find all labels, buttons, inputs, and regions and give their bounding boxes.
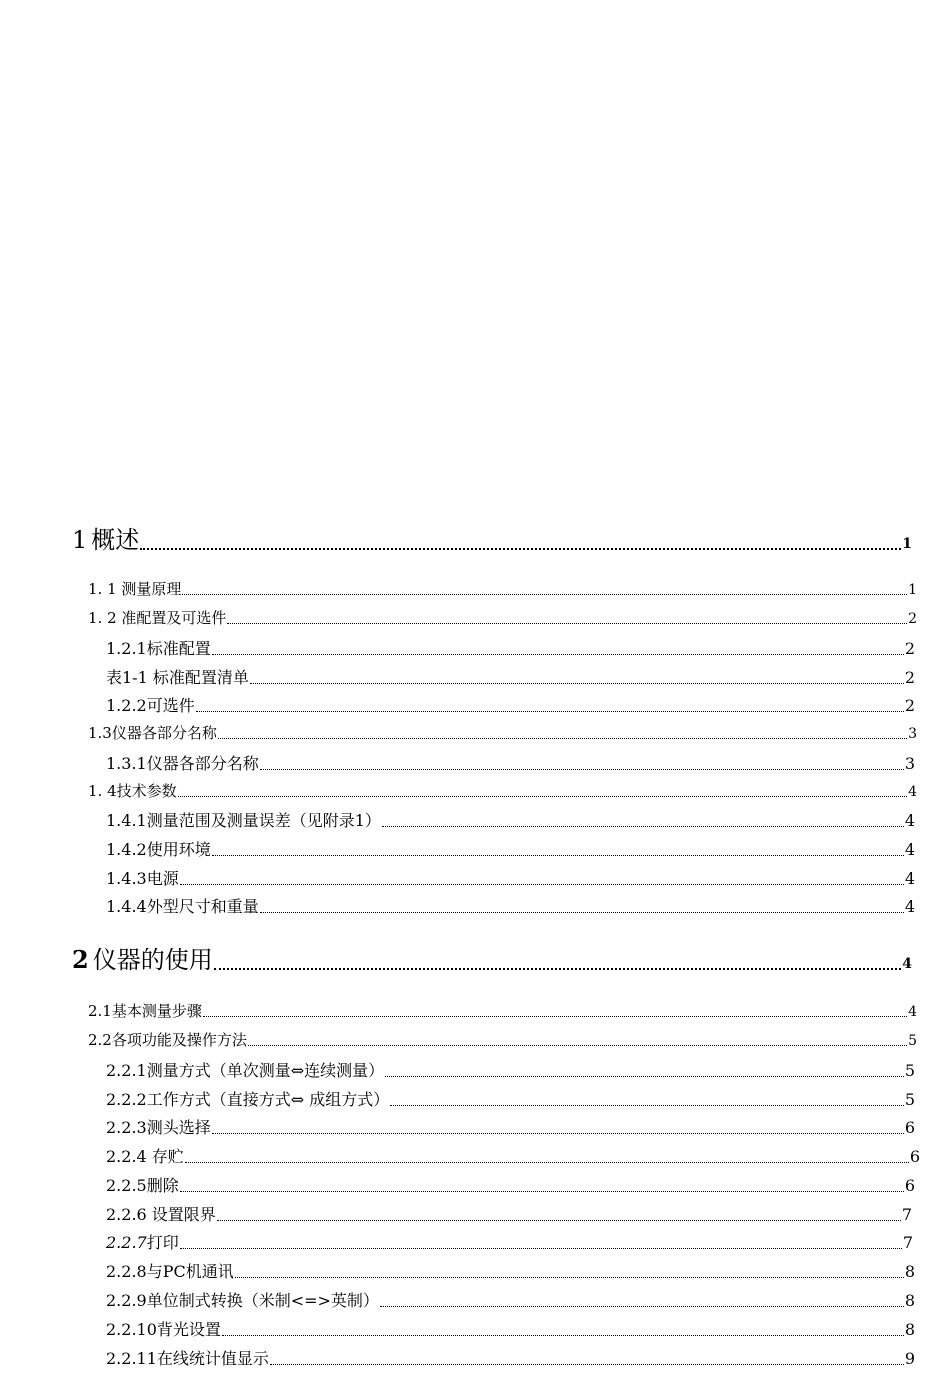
toc-entry[interactable] <box>88 1029 917 1050</box>
toc-entry[interactable] <box>106 1058 915 1081</box>
toc-entry-title: 2.2各项功能及操作方法 <box>88 1031 247 1049</box>
page-number: 1 <box>908 582 917 598</box>
dot-leader <box>380 1306 904 1307</box>
toc-entry-title: 2.1基本测量步骤 <box>88 1002 202 1020</box>
dot-leader <box>250 683 904 684</box>
page-number: 6 <box>904 1118 915 1137</box>
toc-entry[interactable] <box>106 693 915 716</box>
toc-entry[interactable] <box>106 665 915 688</box>
toc-entry[interactable] <box>106 1230 913 1253</box>
dot-leader <box>235 1277 904 1278</box>
page-number: 4 <box>904 811 915 830</box>
dot-leader <box>140 548 901 550</box>
page-number: 4 <box>904 869 915 888</box>
toc-entry-title <box>72 520 139 555</box>
toc-entry-title: 1.4.1测量范围及测量误差（见附录1） <box>106 811 381 830</box>
toc-entry[interactable] <box>106 751 915 774</box>
entry-number: 2.2.7 <box>106 1233 147 1252</box>
dot-leader <box>212 1133 904 1134</box>
toc-entry-title: 1. 2 准配置及可选件 <box>88 609 227 627</box>
toc-entry-title: 1.3.1仪器各部分名称 <box>106 754 259 773</box>
page-number: 1 <box>902 536 912 552</box>
toc-entry-title: 2.2.5删除 <box>106 1176 179 1195</box>
toc-entry[interactable] <box>106 1115 915 1138</box>
chapter-number: 1 <box>72 526 88 554</box>
toc-entry[interactable] <box>106 1173 915 1196</box>
page-number: 2 <box>904 668 915 687</box>
dot-leader <box>178 796 907 797</box>
page-number: 4 <box>908 1004 917 1020</box>
toc-entry-title: 1.4.3电源 <box>106 869 179 888</box>
toc-entry-title: 2.2.9单位制式转换（米制<=>英制） <box>106 1291 379 1310</box>
toc-entry[interactable] <box>106 1202 912 1225</box>
toc-entry-title: 1. 4技术参数 <box>88 782 177 800</box>
dot-leader <box>260 769 904 770</box>
toc-entry[interactable] <box>106 866 915 889</box>
chapter-number: 2 <box>72 945 89 974</box>
dot-leader <box>222 1335 904 1336</box>
toc-entry-title: 1.4.4外型尺寸和重量 <box>106 897 259 916</box>
toc-entry[interactable] <box>106 1087 915 1110</box>
dot-leader <box>203 1016 907 1017</box>
page-number: 2 <box>908 611 917 627</box>
page-number: 8 <box>904 1320 915 1339</box>
page-number: 4 <box>902 956 912 972</box>
dot-leader <box>390 1105 904 1106</box>
toc-entry-title: 2.2.8与PC机通讯 <box>106 1262 234 1281</box>
page-number: 6 <box>904 1176 915 1195</box>
dot-leader <box>180 884 904 885</box>
dot-leader <box>217 1220 901 1221</box>
toc-entry-title <box>106 1230 179 1253</box>
page-number: 3 <box>908 726 917 742</box>
chapter-title: 仪器的使用 <box>92 946 213 974</box>
page-number: 6 <box>909 1147 920 1166</box>
toc-entry-title: 1.4.2使用环境 <box>106 840 211 859</box>
page-number: 8 <box>904 1262 915 1281</box>
dot-leader <box>180 1191 904 1192</box>
toc-entry-title <box>72 940 213 975</box>
toc-chapter-entry[interactable] <box>72 520 912 555</box>
page-number: 9 <box>904 1349 915 1368</box>
toc-entry[interactable] <box>106 1144 920 1167</box>
entry-text: 打印 <box>146 1233 179 1252</box>
toc-entry[interactable] <box>106 636 915 659</box>
dot-leader <box>212 855 904 856</box>
chapter-title: 概述 <box>91 526 140 554</box>
toc-entry[interactable] <box>88 1000 917 1021</box>
dot-leader <box>260 912 904 913</box>
toc-entry-title: 2.2.3测头选择 <box>106 1118 211 1137</box>
page-number: 2 <box>904 639 915 658</box>
page-number: 8 <box>904 1291 915 1310</box>
page-number: 5 <box>904 1090 915 1109</box>
page-number: 7 <box>902 1233 913 1252</box>
toc-entry[interactable] <box>106 1259 915 1282</box>
toc-entry[interactable] <box>106 1317 915 1340</box>
toc-entry[interactable] <box>88 722 917 743</box>
toc-entry[interactable] <box>88 607 917 628</box>
dot-leader <box>182 594 907 595</box>
page-number: 4 <box>904 840 915 859</box>
toc-entry-title: 1. 1 测量原理 <box>88 580 182 598</box>
page-number: 4 <box>908 784 917 800</box>
page-number: 7 <box>901 1205 912 1224</box>
dot-leader <box>196 711 904 712</box>
page-number: 5 <box>908 1033 917 1049</box>
toc-entry-title: 2.2.4 存贮 <box>106 1147 184 1166</box>
toc-entry-title: 2.2.10背光设置 <box>106 1320 221 1339</box>
toc-entry[interactable] <box>106 1288 915 1311</box>
toc-entry-title: 1.2.2可选件 <box>106 696 195 715</box>
dot-leader <box>180 1248 902 1249</box>
dot-leader <box>185 1162 909 1163</box>
toc-entry-title: 2.2.11在线统计值显示 <box>106 1349 269 1368</box>
dot-leader <box>385 1076 904 1077</box>
toc-entry[interactable] <box>88 578 917 599</box>
toc-entry[interactable] <box>106 1346 915 1369</box>
dot-leader <box>248 1045 907 1046</box>
toc-entry-title: 2.2.2工作方式（直接方式⇔ 成组方式） <box>106 1090 390 1109</box>
dot-leader <box>212 654 904 655</box>
dot-leader <box>218 738 907 739</box>
dot-leader <box>382 826 904 827</box>
toc-entry-title: 2.2.1测量方式（单次测量⇔连续测量） <box>106 1061 385 1080</box>
toc-entry[interactable] <box>106 894 915 917</box>
toc-entry-title: 1.2.1标准配置 <box>106 639 211 658</box>
page-number: 2 <box>904 696 915 715</box>
dot-leader <box>214 968 902 970</box>
page-number: 5 <box>904 1061 915 1080</box>
dot-leader <box>270 1364 904 1365</box>
toc-entry-title: 2.2.6 设置限界 <box>106 1205 216 1224</box>
toc-chapter-entry[interactable] <box>72 940 912 975</box>
toc-entry-title: 表1-1 标准配置清单 <box>106 668 249 687</box>
page-number: 4 <box>904 897 915 916</box>
page-number: 3 <box>904 754 915 773</box>
toc-entry-title: 1.3仪器各部分名称 <box>88 724 217 742</box>
dot-leader <box>227 623 907 624</box>
toc-entry[interactable] <box>106 808 915 831</box>
toc-entry[interactable] <box>106 837 915 860</box>
toc-entry[interactable] <box>88 780 917 801</box>
